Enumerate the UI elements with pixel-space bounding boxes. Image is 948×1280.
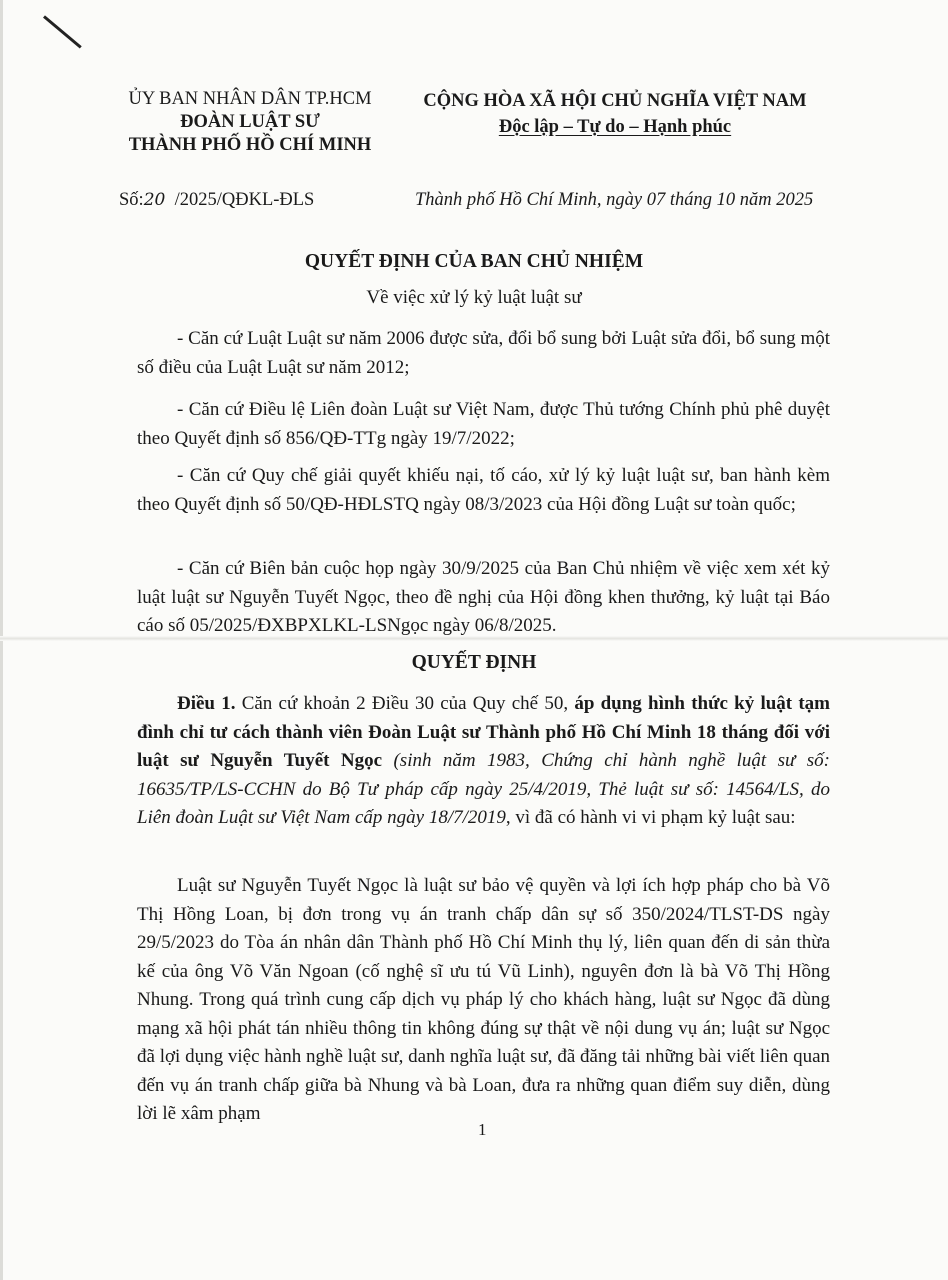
document-title: QUYẾT ĐỊNH CỦA BAN CHỦ NHIỆM	[304, 251, 644, 272]
agency-parent: ỦY BAN NHÂN DÂN TP.HCM	[128, 89, 372, 109]
issue-date: Thành phố Hồ Chí Minh, ngày 07 tháng 10 năm 2025	[415, 190, 814, 210]
national-motto: Độc lập – Tự do – Hạnh phúc	[498, 117, 732, 137]
legal-basis-2: - Căn cứ Điều lệ Liên đoàn Luật sư Việt Nam, được Thủ tướng Chính phủ phê duyệt theo Quyết định số 856/QĐ-TTg ngày 19/7/2022;	[137, 399, 830, 449]
violation-description: Luật sư Nguyễn Tuyết Ngọc là luật sư bảo vệ quyền và lợi ích hợp pháp cho bà Võ Thị Hồng Loan, bị đơn trong vụ án tranh chấp dân sự số 350/2024/TLST-DS ngày 29/5/2023 do Tòa án nhân dân Thành phố Hồ Chí Minh thụ lý, liên quan đến di sản thừa kế của ông Võ Văn Ngoan (cố nghệ sĩ ưu tú Vũ Linh), nguyên đơn là bà Võ Thị Hồng Nhung. Trong quá trình cung cấp dịch vụ pháp lý cho khách hàng, luật sư Ngọc đã dùng mạng xã hội phát tán nhiều thông tin không đúng sự thật về nội dung vụ án; luật sư Ngọc đã lợi dụng việc hành nghề luật sư, danh nghĩa luật sư, đã đăng tải những bài viết liên quan đến vụ án tranh chấp giữa bà Nhung và bà Loan, đưa ra những quan điểm suy diễn, dùng lời lẽ xâm phạm	[137, 875, 830, 1124]
doc-number-prefix: Số:	[119, 190, 144, 210]
article-1-label: Điều 1.	[177, 693, 236, 714]
legal-basis-1: - Căn cứ Luật Luật sư năm 2006 được sửa, đổi bổ sung bởi Luật sửa đổi, bổ sung một số điều của Luật Luật sư năm 2012;	[137, 328, 830, 378]
agency-city: THÀNH PHỐ HỒ CHÍ MINH	[128, 135, 372, 155]
doc-number-handwritten: 20	[143, 190, 166, 210]
page-number: 1	[478, 1120, 487, 1139]
agency-name: ĐOÀN LUẬT SƯ	[180, 112, 320, 132]
legal-basis-3: - Căn cứ Quy chế giải quyết khiếu nại, tố cáo, xử lý kỷ luật luật sư, ban hành kèm theo Quyết định số 50/QĐ-HĐLSTQ ngày 08/3/2023 của Hội đồng Luật sư toàn quốc;	[137, 465, 830, 515]
doc-number-suffix: /2025/QĐKL-ĐLS	[174, 190, 315, 210]
article-1-penalty: áp dụng hình thức kỷ luật tạm đình chỉ tư cách thành viên Đoàn Luật sư Thành phố Hồ Chí Minh 18 tháng đối với luật sư Nguyễn Tuyết Ngọc	[137, 693, 831, 771]
article-1: Điều 1. Căn cứ khoản 2 Điều 30 của Quy chế 50, áp dụng hình thức kỷ luật tạm đình chỉ tư cách thành viên Đoàn Luật sư Thành phố Hồ Chí Minh 18 tháng đối với luật sư Nguyễn Tuyết Ngọc (sinh năm 1983, Chứng chỉ hành nghề luật sư số: 16635/TP/LS-CCHN do Bộ Tư pháp cấp ngày 25/4/2019, Thẻ luật sư số: 14564/LS, do Liên đoàn Luật sư Việt Nam cấp ngày 18/7/2019, vì đã có hành vi vi phạm kỷ luật sau:	[137, 693, 831, 828]
scan-pen-mark	[43, 15, 82, 48]
document-subtitle: Về việc xử lý kỷ luật luật sư	[366, 287, 582, 308]
document-number	[119, 190, 314, 211]
country-name: CỘNG HÒA XÃ HỘI CHỦ NGHĨA VIỆT NAM	[423, 91, 807, 111]
national-header	[400, 88, 830, 140]
article-1-lawyer-details: (sinh năm 1983, Chứng chỉ hành nghề luật sư số: 16635/TP/LS-CCHN do Bộ Tư pháp cấp ngày 25/4/2019, Thẻ luật sư số: 14564/LS, do Liên đoàn Luật sư Việt Nam cấp ngày 18/7/2019	[137, 750, 831, 828]
issuing-agency	[100, 88, 400, 157]
decision-heading: QUYẾT ĐỊNH	[411, 652, 537, 673]
legal-basis-4: - Căn cứ Biên bản cuộc họp ngày 30/9/2025 của Ban Chủ nhiệm về việc xem xét kỷ luật luật sư Nguyễn Tuyết Ngọc, theo đề nghị của Hội đồng khen thưởng, kỷ luật tại Báo cáo số 05/2025/ĐXBPXLKL-LSNgọc ngày 06/8/2025.	[137, 558, 830, 636]
